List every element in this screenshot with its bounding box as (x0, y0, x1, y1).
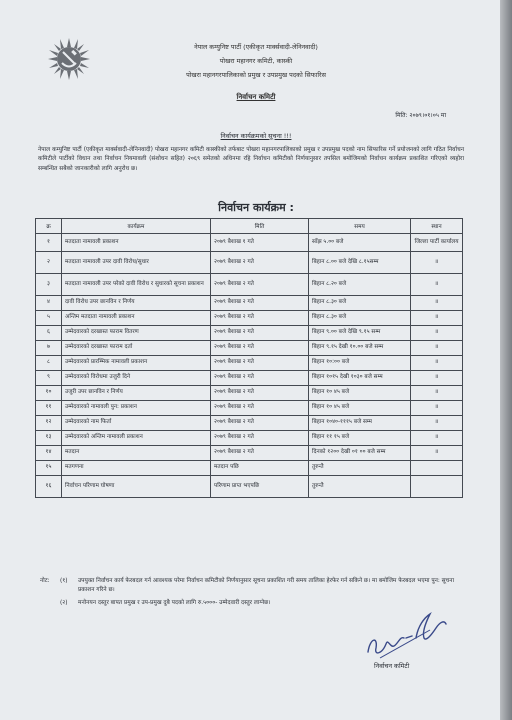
cell-serial: २ (36, 252, 62, 274)
cell-program: निर्वाचन परिणाम घोषणा (62, 476, 211, 498)
cell-program: उजुरी उपर छानविन र निर्णय (62, 386, 211, 401)
cell-time: बिहान ८.३० बजे (309, 311, 411, 326)
cell-serial: ७ (36, 341, 62, 356)
table-row (36, 446, 463, 461)
table-row (36, 371, 463, 386)
cell-date: २०७९ बैशाख १ गते (211, 234, 309, 252)
cell-serial: ४ (36, 296, 62, 311)
page-edge-shadow (500, 0, 512, 720)
cell-time: बिहान ८.०० बजे देखि ८.१५सम्म (309, 252, 411, 274)
cell-program: उम्मेदवारको दरखास्त फाराम वितरण (62, 326, 211, 341)
cell-place: ॥ (411, 311, 463, 326)
cell-program: मतगणना (62, 461, 211, 476)
cell-time: बिहान ८.२० बजे (309, 274, 411, 296)
note-2 (40, 599, 460, 608)
program-title: निर्वाचन कार्यक्रम : (218, 201, 294, 214)
cell-program: उम्मेदवारको दरखास्त फाराम दर्ता (62, 341, 211, 356)
header-program: कार्यक्रम (62, 219, 211, 234)
cell-date: २०७९ बैशाख २ गते (211, 386, 309, 401)
cell-place: ॥ (411, 274, 463, 296)
cell-serial: १५ (36, 461, 62, 476)
cell-place: ॥ (411, 252, 463, 274)
cell-serial: १२ (36, 416, 62, 431)
cell-place (411, 476, 463, 498)
table-row (36, 416, 463, 431)
cell-time: तुरुन्तै (309, 476, 411, 498)
table-row (36, 296, 463, 311)
note-2-text: मनोनयन दस्तुर बापत प्रमुख र उप-प्रमुख दुबै पदको लागि रु.५०००- उम्मेदवारी दस्तुर लाग्नेछ। (78, 600, 271, 606)
cell-place: ॥ (411, 326, 463, 341)
cell-place: ॥ (411, 401, 463, 416)
cell-program: उम्मेदवारको विरोधमा उजुरी दिने (62, 371, 211, 386)
cell-serial: १० (36, 386, 62, 401)
cell-program: दावी विरोध उपर छानविन र निर्णय (62, 296, 211, 311)
cell-serial: ११ (36, 401, 62, 416)
note-1 (40, 577, 460, 595)
cell-serial: ३ (36, 274, 62, 296)
cell-date: मतदान पछि (211, 461, 309, 476)
note-1-number: (१) (60, 578, 68, 584)
table-row (36, 326, 463, 341)
cell-date: २०७९ बैशाख २ गते (211, 311, 309, 326)
cell-date: २०७९ बैशाख २ गते (211, 431, 309, 446)
table-row (36, 431, 463, 446)
cell-place (411, 461, 463, 476)
table-row (36, 461, 463, 476)
cell-program: उम्मेदवारको अन्तिम नामावली प्रकाशन (62, 431, 211, 446)
header-line-3: पोखरा महानगरपालिकाको प्रमुख र उपप्रमुख पदको सिफारिस (186, 71, 326, 79)
cell-serial: १६ (36, 476, 62, 498)
cell-serial: ५ (36, 311, 62, 326)
table-row (36, 401, 463, 416)
cell-time: दिनको १२०० देखी ०१ ०० बजे सम्म (309, 446, 411, 461)
header-line-2: पोखरा महानगर कमिटी, कास्की (219, 57, 293, 65)
notes-section (40, 577, 460, 608)
cell-time: बिहान १०१५ देखी १०३० बजे सम्म (309, 371, 411, 386)
header-line-1: नेपाल कम्युनिष्ट पार्टी (एकीकृत मार्क्सवादी-लेनिनवादी) (194, 43, 318, 51)
cell-time: बिहान ९.१५ देखी १०.०० बजे सम्म (309, 341, 411, 356)
table-row (36, 252, 463, 274)
cell-place: ॥ (411, 371, 463, 386)
cell-time: तुरुन्तै (309, 461, 411, 476)
header-serial: क्र (36, 219, 62, 234)
cell-date: २०७९ बैशाख २ गते (211, 296, 309, 311)
cell-program: मतदाता नामावली उपर दावी विरोध/सुधार (62, 252, 211, 274)
cell-program: मतदाता नामावली प्रकाशन (62, 234, 211, 252)
cell-time: बिहान १० ४५ बजे (309, 401, 411, 416)
cell-time: बिहान १०४०-१११५ बजे सम्म (309, 416, 411, 431)
cell-date: २०७९ बैशाख २ गते (211, 341, 309, 356)
cell-date: २०७९ बैशाख २ गते (211, 416, 309, 431)
cell-date: २०७९ बैशाख २ गते (211, 446, 309, 461)
cell-date: २०७९ बैशाख २ गते (211, 371, 309, 386)
note-1-text: उपयुक्त निर्वाचन कार्य फेरबदल गर्न आवश्यक परेमा निर्वाचन कमिटीको निर्णयानुसार सूचना प्रकाशित गरी समय तालिका हेरफेर गर्न सकिने छ। मा बमोजिम फेरबदल भएमा पुन: सूचना प्रकाशन गरिने छ। (78, 578, 454, 593)
cell-program: उम्मेदवारको नाम फिर्ता (62, 416, 211, 431)
subject-line: निर्वाचन कार्यक्रमको सूचना !!! (220, 132, 292, 140)
cell-time: बिहान १० ४५ बजे (309, 386, 411, 401)
cell-date: २०७९ बैशाख २ गते (211, 252, 309, 274)
cell-time: बिहान ८.३० बजे (309, 296, 411, 311)
notes-label: नोट: (40, 578, 50, 584)
header-place: स्थान (411, 219, 463, 234)
table-row (36, 386, 463, 401)
cell-place: ॥ (411, 356, 463, 371)
cell-program: उम्मेदवारको प्रारम्भिक नामावली प्रकाशन (62, 356, 211, 371)
table-row (36, 311, 463, 326)
document-date: मिति: २०७९।०१।०५ मा (395, 112, 446, 119)
cell-program: मतदाता नामावली उपर परेको दावी विरोध र सुधारको सूचना प्रकाशन (62, 274, 211, 296)
cell-place: ॥ (411, 386, 463, 401)
cell-time: बिहान ९.०० बजे देखि ९.१५ सम्म (309, 326, 411, 341)
header-date: मिति (211, 219, 309, 234)
cell-place: जिल्ला पार्टी कार्यालय (411, 234, 463, 252)
cell-serial: ८ (36, 356, 62, 371)
cell-place: ॥ (411, 341, 463, 356)
cell-serial: १ (36, 234, 62, 252)
table-row (36, 476, 463, 498)
cell-place: ॥ (411, 296, 463, 311)
schedule-table (35, 218, 463, 498)
cell-date: २०७९ बैशाख २ गते (211, 326, 309, 341)
cell-time: बिहान ११ १५ बजे (309, 431, 411, 446)
note-2-number: (२) (60, 600, 68, 606)
cell-serial: ९ (36, 371, 62, 386)
table-row (36, 274, 463, 296)
cell-time: साँझ ५.०० बजे (309, 234, 411, 252)
table-header-row (36, 219, 463, 234)
cell-time: बिहान १०:०० बजे (309, 356, 411, 371)
table-row (36, 341, 463, 356)
cell-serial: १४ (36, 446, 62, 461)
cell-place: ॥ (411, 431, 463, 446)
signature-label: निर्वाचन कमिटी (374, 662, 410, 670)
intro-paragraph: नेपाल कम्युनिष्ट पार्टी (एकीकृत मार्क्सवादी-लेनिनवादी) पोखरा महानगर कमिटी कास्कीको तर्फबाट पोखरा महानगरपालिकाको प्रमुख र उपप्रमुख पदको नाम सिफारिस गर्ने प्रयोजनको लागि गठित निर्वाचन कमिटीले पार्टीको विधान तथा निर्वाचन नियमावली (संशोधन सहित) २०६९ समेतको अधिनमा रहि निर्वाचन कमिटीको निर्णयानुसार तपसिल बमोजिमको निर्वाचन कार्यक्रम प्रकाशित गरिएको व्यहोरा सम्बन्धित सबैको जानकारीको लागि अनुरोध छ। (38, 147, 464, 172)
cell-date: परिणाम प्राप्त भएपछि (211, 476, 309, 498)
cell-program: अन्तिम मतदाता नामावली प्रकाशन (62, 311, 211, 326)
cell-place: ॥ (411, 416, 463, 431)
cell-date: २०७९ बैशाख २ गते (211, 274, 309, 296)
cell-serial: ६ (36, 326, 62, 341)
cell-serial: १३ (36, 431, 62, 446)
header-title: निर्वाचन कमिटी (236, 93, 276, 101)
cell-date: २०७९ बैशाख २ गते (211, 356, 309, 371)
table-row (36, 234, 463, 252)
header-time: समय (309, 219, 411, 234)
cell-place: ॥ (411, 446, 463, 461)
cell-date: २०७९ बैशाख २ गते (211, 401, 309, 416)
table-row (36, 356, 463, 371)
cell-program: मतदान (62, 446, 211, 461)
cell-program: उम्मेदवारको नामावली पुन: प्रकाशन (62, 401, 211, 416)
handwritten-signature (360, 608, 450, 662)
